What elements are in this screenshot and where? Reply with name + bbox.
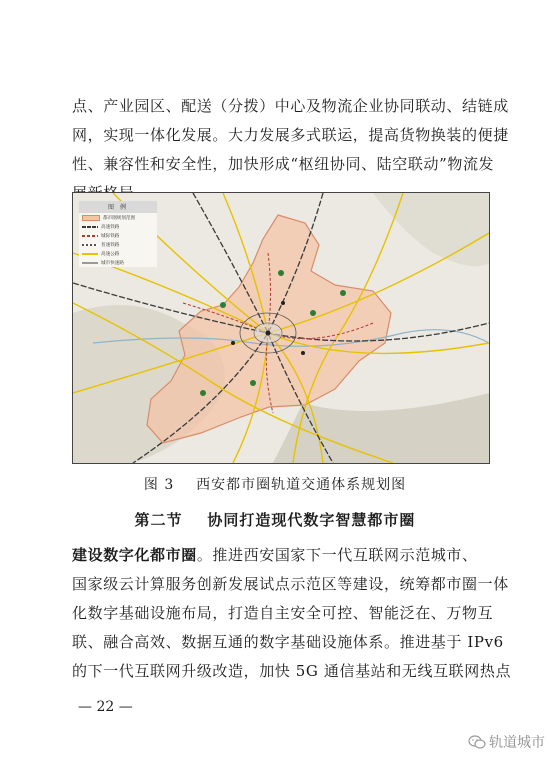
legend-title: 图 例 bbox=[79, 201, 157, 213]
wechat-icon bbox=[468, 735, 486, 749]
legend-swatch bbox=[82, 215, 100, 221]
paragraph-line: 联、融合高效、数据互通的数字基础设施体系。推进基于 IPv6 bbox=[72, 633, 504, 651]
legend-item bbox=[79, 213, 157, 222]
legend-label: 城际铁路 bbox=[101, 233, 120, 239]
legend-label: 高速铁路 bbox=[101, 224, 120, 230]
watermark-text: 轨道城市 bbox=[489, 735, 545, 751]
section-heading: 第二节 协同打造现代数字智慧都市圈 bbox=[134, 511, 416, 529]
paragraph-lead: 建设数字化都市圈 bbox=[72, 546, 197, 564]
figure-caption: 图 3 西安都市圈轨道交通体系规划图 bbox=[143, 477, 407, 493]
paragraph-line bbox=[72, 541, 484, 570]
paragraph-line: 的下一代互联网升级改造，加快 5G 通信基站和无线互联网热点 bbox=[72, 662, 512, 680]
paragraph-line: 化数字基础设施布局，打造自主安全可控、智能泛在、万物互 bbox=[72, 604, 494, 622]
legend-swatch bbox=[82, 244, 98, 246]
legend-swatch bbox=[82, 262, 98, 264]
legend-swatch bbox=[82, 253, 98, 255]
body-paragraph-1 bbox=[72, 92, 509, 208]
legend-item bbox=[79, 240, 157, 249]
legend-label: 普速铁路 bbox=[101, 242, 120, 248]
body-paragraph-2 bbox=[72, 541, 512, 686]
page-number: — 22 — bbox=[78, 699, 133, 715]
paragraph-line: 网，实现一体化发展。大力发展多式联运，提高货物换装的便捷 bbox=[72, 126, 509, 144]
legend-item bbox=[79, 231, 157, 240]
paragraph-line: 性、兼容性和安全性，加快形成“枢纽协同、陆空联动”物流发 bbox=[72, 155, 495, 173]
legend-label: 都市圈规划范围 bbox=[103, 215, 136, 221]
map-legend bbox=[79, 201, 157, 267]
paragraph-text: 。推进西安国家下一代互联网示范城市、 bbox=[196, 546, 478, 564]
legend-label: 高速公路 bbox=[101, 251, 120, 257]
legend-item bbox=[79, 222, 157, 231]
paragraph-line: 国家级云计算服务创新发展试点示范区等建设，统筹都市圈一体 bbox=[72, 575, 509, 593]
metro-area-rail-map bbox=[72, 192, 490, 464]
watermark bbox=[468, 732, 545, 752]
legend-swatch bbox=[82, 235, 98, 237]
legend-item bbox=[79, 258, 157, 267]
legend-label: 城市快速路 bbox=[101, 260, 124, 266]
legend-item bbox=[79, 249, 157, 258]
legend-swatch bbox=[82, 226, 98, 228]
paragraph-line: 点、产业园区、配送（分拨）中心及物流企业协同联动、结链成 bbox=[72, 97, 509, 115]
